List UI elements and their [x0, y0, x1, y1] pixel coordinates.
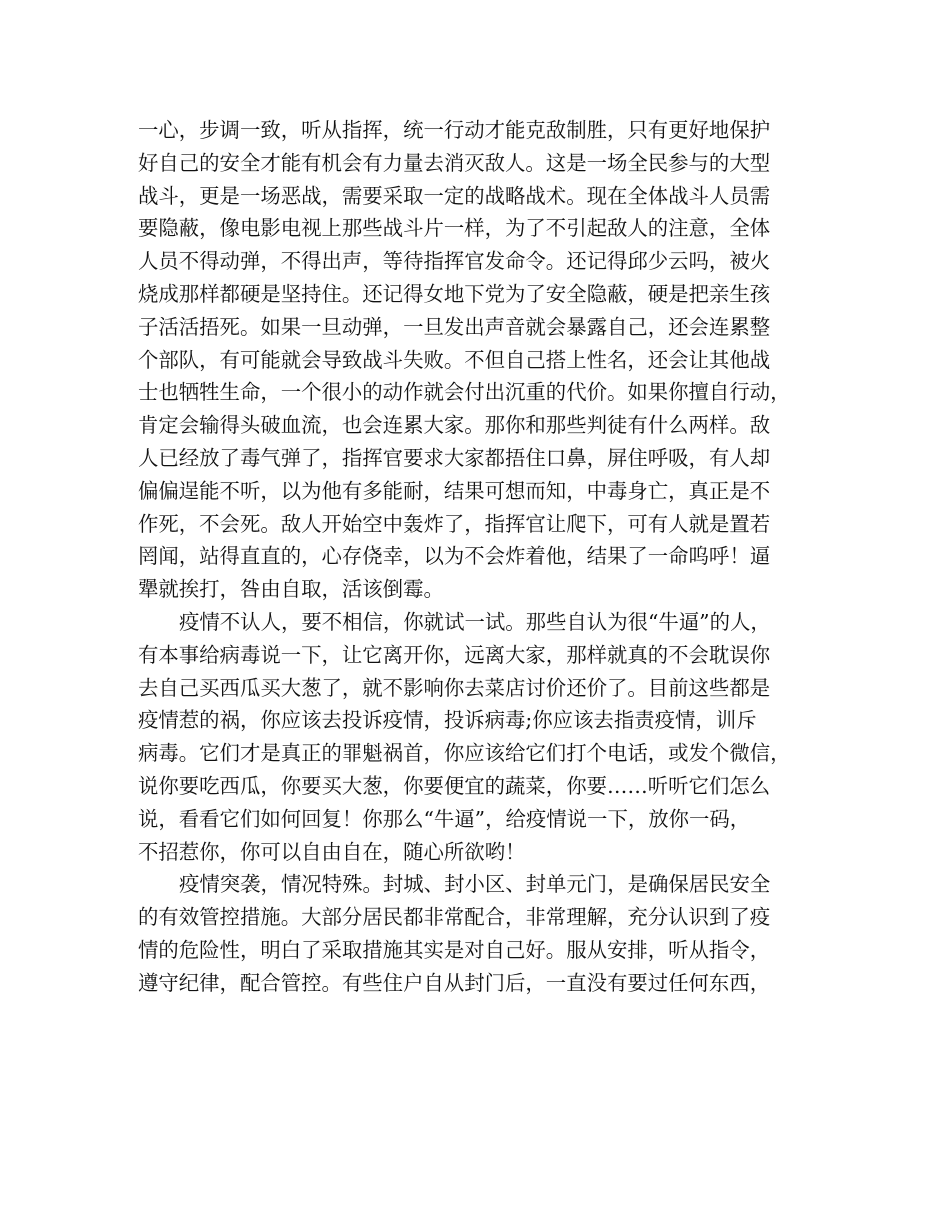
text-line: 人员不得动弹，不得出声，等待指挥官发命令。还记得邱少云吗，被火 [138, 249, 771, 274]
text-line: 疫情不认人，要不相信，你就试一试。那些自认为很“牛逼”的人， [179, 609, 771, 634]
document-body [138, 114, 828, 1000]
text-line: 肯定会输得头破血流，也会连累大家。那你和那些判徒有什么两样。敌 [138, 413, 771, 438]
text-line: 疫情突袭，情况特殊。封城、封小区、封单元门，是确保居民安全 [179, 872, 771, 897]
text-line: 个部队，有可能就会导致战斗失败。不但自己搭上性名，还会让其他战 [138, 347, 771, 372]
text-line: 好自己的安全才能有机会有力量去消灭敌人。这是一场全民参与的大型 [138, 150, 771, 175]
text-line: 罔闻，站得直直的，心存侥幸，以为不会炸着他，结果了一命呜呼！逼 [138, 544, 771, 569]
paragraph-1 [138, 114, 828, 606]
text-line: 病毒。它们才是真正的罪魁祸首，你应该给它们打个电话，或发个微信， [138, 741, 791, 766]
text-line: 战斗，更是一场恶战，需要采取一定的战略战术。现在全体战斗人员需 [138, 183, 771, 208]
text-line: 作死，不会死。敌人开始空中轰炸了，指挥官让爬下，可有人就是置若 [138, 511, 771, 536]
text-line: 遵守纪律，配合管控。有些住户自从封门后，一直没有要过任何东西， [138, 970, 771, 995]
text-line: 一心，步调一致，听从指挥，统一行动才能克敌制胜，只有更好地保护 [138, 118, 771, 142]
text-line: 不招惹你，你可以自由自在，随心所欲哟！ [138, 839, 526, 864]
text-line: 子活活捂死。如果一旦动弹，一旦发出声音就会暴露自己，还会连累整 [138, 314, 771, 339]
text-line: 烧成那样都硬是坚持住。还记得女地下党为了安全隐蔽，硬是把亲生孩 [138, 281, 771, 306]
text-line: 情的危险性，明白了采取措施其实是对自己好。服从安排，听从指令， [138, 937, 771, 962]
text-line: 有本事给病毒说一下，让它离开你，远离大家，那样就真的不会耽误你 [138, 642, 771, 667]
text-line: 人已经放了毒气弹了，指挥官要求大家都捂住口鼻，屏住呼吸，有人却 [138, 445, 771, 470]
text-line: 的有效管控措施。大部分居民都非常配合，非常理解，充分认识到了疫 [138, 905, 771, 930]
text-line: 偏偏逞能不听，以为他有多能耐，结果可想而知，中毒身亡，真正是不 [138, 478, 771, 503]
text-line: 要隐蔽，像电影电视上那些战斗片一样，为了不引起敌人的注意，全体 [138, 216, 771, 241]
text-line: 士也牺牲生命，一个很小的动作就会付出沉重的代价。如果你擅自行动， [138, 380, 791, 405]
text-line: 说，看看它们如何回复！你那么“牛逼”，给疫情说一下，放你一码， [138, 806, 751, 831]
paragraph-2 [138, 606, 828, 868]
paragraph-3 [138, 868, 828, 999]
text-line: 去自己买西瓜买大葱了，就不影响你去菜店讨价还价了。目前这些都是 [138, 675, 771, 700]
text-line: 犟就挨打，咎由自取，活该倒霉。 [138, 577, 444, 602]
text-line: 说你要吃西瓜，你要买大葱，你要便宜的蔬菜，你要……听听它们怎么 [138, 773, 771, 798]
text-line: 疫情惹的祸，你应该去投诉疫情，投诉病毒;你应该去指责疫情，训斥 [138, 708, 757, 733]
